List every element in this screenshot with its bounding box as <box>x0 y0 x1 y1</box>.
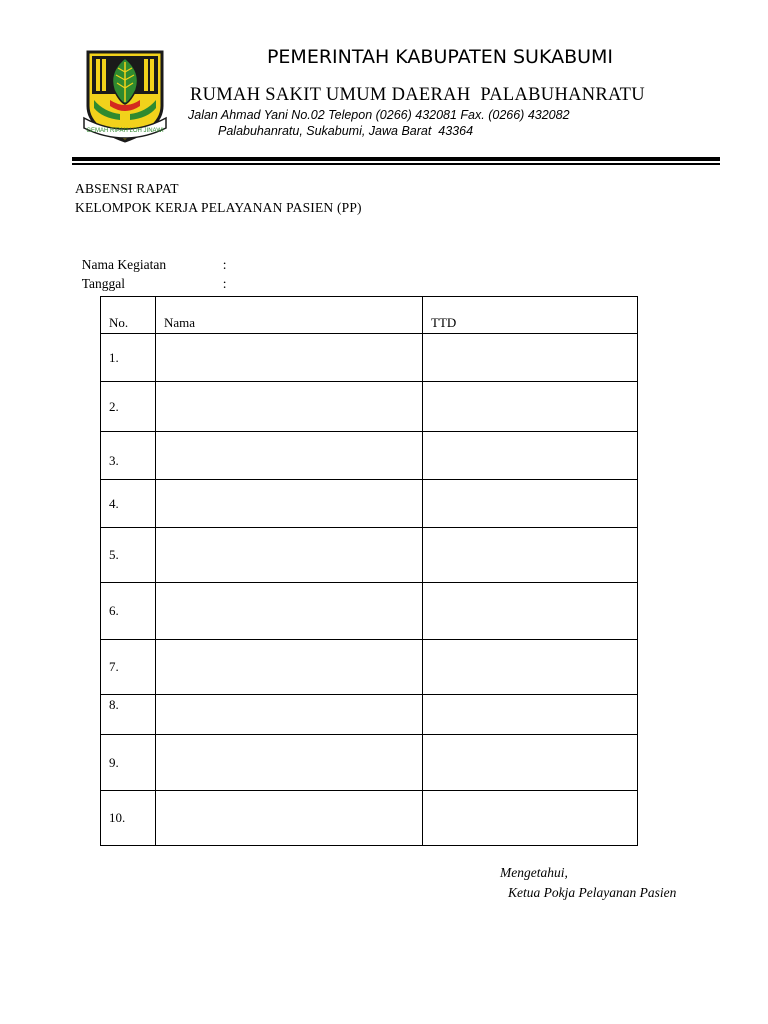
name-cell <box>156 528 423 583</box>
document-title: ABSENSI RAPAT <box>75 181 179 196</box>
address-line-2: Palabuhanratu, Sukabumi, Jawa Barat 43364 <box>218 124 474 138</box>
signature-cell <box>423 583 638 640</box>
name-cell <box>156 695 423 735</box>
signature-cell <box>423 695 638 735</box>
signature-cell <box>423 528 638 583</box>
name-cell <box>156 334 423 382</box>
table-row <box>101 382 638 432</box>
name-cell <box>156 640 423 695</box>
header-divider-thick <box>72 157 720 161</box>
field-tanggal <box>75 257 227 293</box>
name-cell <box>156 432 423 480</box>
name-cell <box>156 791 423 846</box>
header-divider-thin <box>72 163 720 165</box>
table-row <box>101 695 638 735</box>
signature-cell <box>423 382 638 432</box>
row-number: 1. <box>101 334 156 382</box>
row-number: 9. <box>101 735 156 791</box>
table-row <box>101 583 638 640</box>
table-header-row <box>101 297 638 334</box>
name-cell <box>156 735 423 791</box>
signature-cell <box>423 334 638 382</box>
signature-cell <box>423 735 638 791</box>
column-header-ttd: TTD <box>423 297 638 334</box>
signature-cell <box>423 480 638 528</box>
name-cell <box>156 382 423 432</box>
row-number: 2. <box>101 382 156 432</box>
table-row <box>101 640 638 695</box>
field-separator: : <box>222 276 227 291</box>
column-header-nama: Nama <box>156 297 423 334</box>
table-row <box>101 735 638 791</box>
table-row <box>101 791 638 846</box>
field-label: Nama Kegiatan <box>81 257 167 272</box>
government-title: PEMERINTAH KABUPATEN SUKABUMI <box>266 46 614 68</box>
svg-text:GEMAH RIPAH LOH JINAWI: GEMAH RIPAH LOH JINAWI <box>86 128 164 134</box>
row-number: 8. <box>101 695 156 735</box>
column-header-no: No. <box>101 297 156 334</box>
field-label: Tanggal <box>81 276 126 291</box>
address-line-1: Jalan Ahmad Yani No.02 Telepon (0266) 432081 Fax. (0266) 432082 <box>188 108 570 122</box>
regency-emblem-logo <box>80 48 170 144</box>
name-cell <box>156 583 423 640</box>
signature-role: Ketua Pokja Pelayanan Pasien <box>508 885 677 900</box>
row-number: 5. <box>101 528 156 583</box>
table-row <box>101 432 638 480</box>
row-number: 7. <box>101 640 156 695</box>
signature-cell <box>423 432 638 480</box>
row-number: 3. <box>101 432 156 480</box>
signature-cell <box>423 791 638 846</box>
field-separator: : <box>222 257 227 272</box>
name-cell <box>156 480 423 528</box>
attendance-table <box>100 296 638 846</box>
hospital-name: RUMAH SAKIT UMUM DAERAH PALABUHANRATU <box>190 85 645 105</box>
document-subtitle: KELOMPOK KERJA PELAYANAN PASIEN (PP) <box>75 200 362 215</box>
row-number: 4. <box>101 480 156 528</box>
table-row <box>101 334 638 382</box>
row-number: 6. <box>101 583 156 640</box>
signature-cell <box>423 640 638 695</box>
row-number: 10. <box>101 791 156 846</box>
table-row <box>101 528 638 583</box>
table-row <box>101 480 638 528</box>
signature-label: Mengetahui, <box>500 865 568 880</box>
